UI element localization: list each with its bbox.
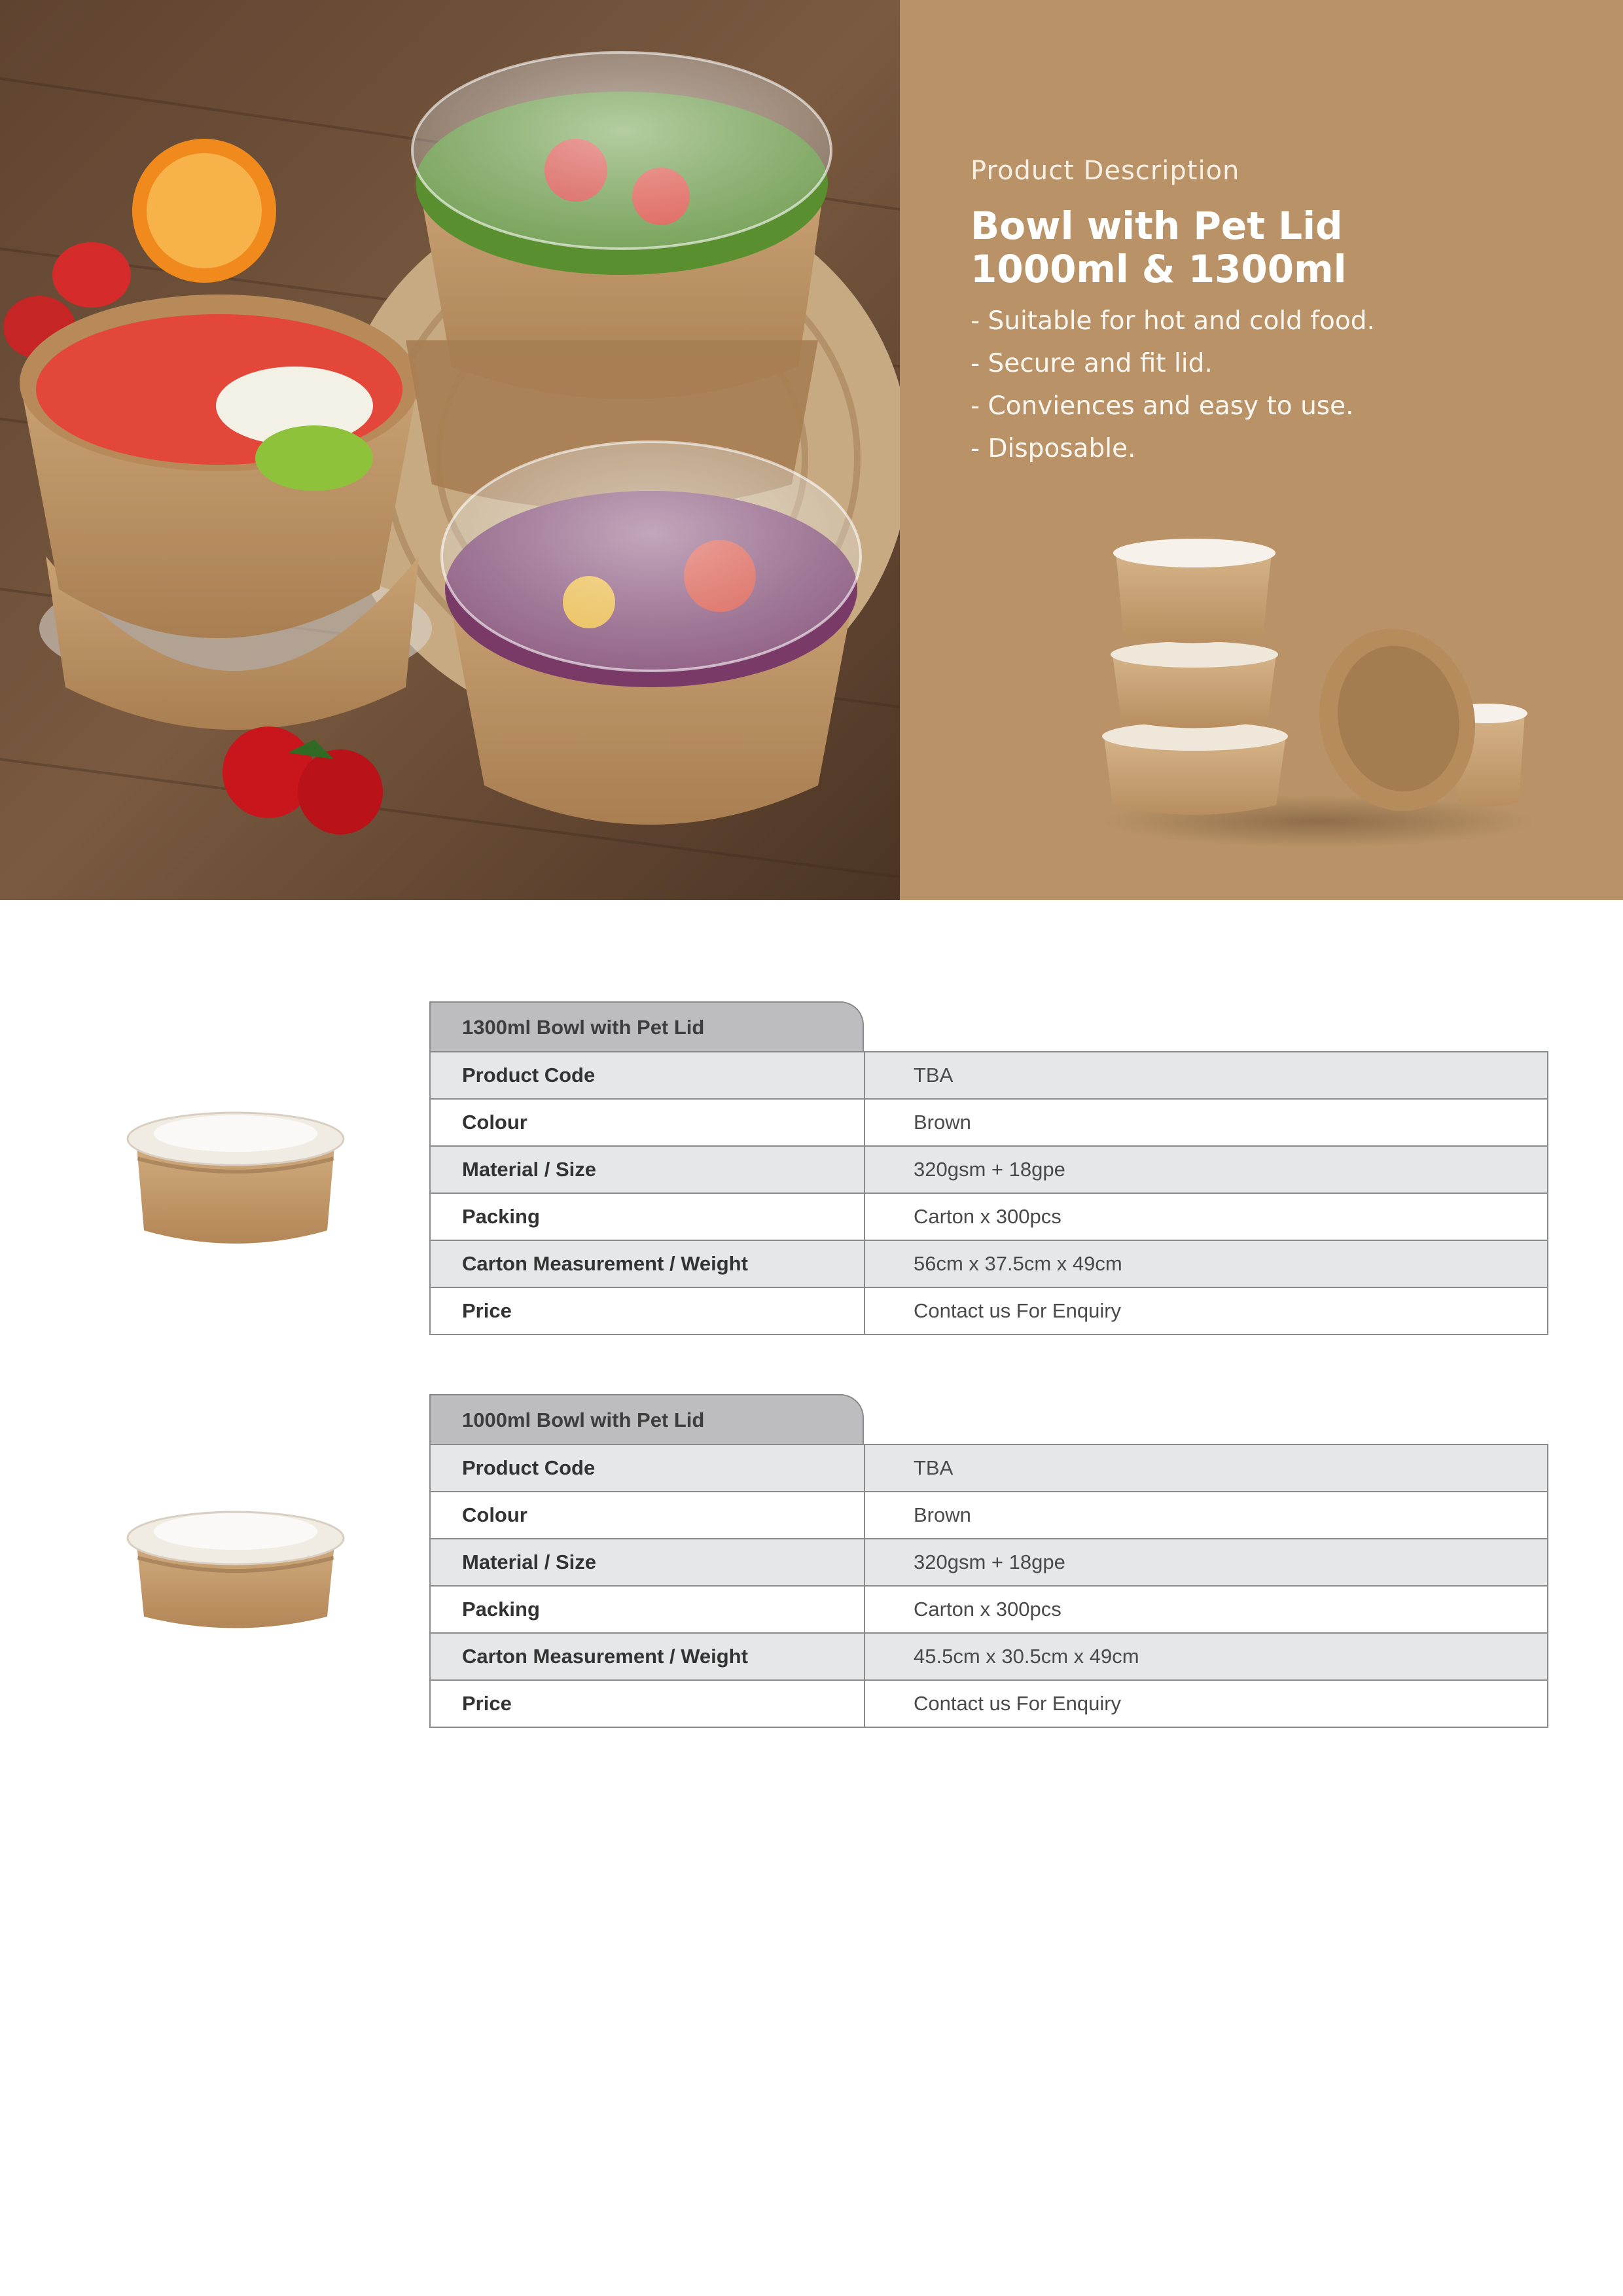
feature-list (971, 300, 1375, 470)
row-value: TBA (865, 1052, 1548, 1099)
feature-item: - Secure and fit lid. (971, 349, 1213, 378)
product-title-line1: Bowl with Pet Lid (971, 204, 1343, 248)
row-label: Price (430, 1680, 865, 1727)
salad-bowls-photo (0, 0, 900, 900)
table-row (430, 1539, 1548, 1586)
spec-table-1000ml (429, 1394, 1548, 1728)
table-row (430, 1146, 1548, 1193)
row-value: 56cm x 37.5cm x 49cm (865, 1240, 1548, 1287)
row-label: Carton Measurement / Weight (430, 1240, 865, 1287)
product-description-panel (900, 0, 1623, 900)
row-value: Contact us For Enquiry (865, 1680, 1548, 1727)
bowl-1000ml-thumbnail (118, 1479, 353, 1656)
row-value: Carton x 300pcs (865, 1193, 1548, 1240)
row-label: Packing (430, 1193, 865, 1240)
row-label: Price (430, 1287, 865, 1335)
spec-table (429, 1051, 1548, 1335)
spec-table-heading-text: 1300ml Bowl with Pet Lid (462, 1016, 705, 1039)
row-value: 320gsm + 18gpe (865, 1539, 1548, 1586)
row-value: Carton x 300pcs (865, 1586, 1548, 1633)
row-label: Packing (430, 1586, 865, 1633)
table-row (430, 1193, 1548, 1240)
spec-table (429, 1444, 1548, 1728)
hero-section (0, 0, 1623, 900)
table-row (430, 1099, 1548, 1146)
row-label: Colour (430, 1099, 865, 1146)
row-value: TBA (865, 1444, 1548, 1492)
table-row (430, 1287, 1548, 1335)
feature-item: - Disposable. (971, 434, 1136, 463)
row-value: Brown (865, 1492, 1548, 1539)
table-row (430, 1492, 1548, 1539)
row-label: Colour (430, 1492, 865, 1539)
row-label: Material / Size (430, 1146, 865, 1193)
row-label: Product Code (430, 1052, 865, 1099)
table-row (430, 1633, 1548, 1680)
row-value: 320gsm + 18gpe (865, 1146, 1548, 1193)
product-title-line2: 1000ml & 1300ml (971, 247, 1347, 291)
bowl-1300ml-thumbnail (118, 1086, 353, 1263)
row-value: Brown (865, 1099, 1548, 1146)
row-label: Product Code (430, 1444, 865, 1492)
spec-table-1300ml (429, 1001, 1548, 1335)
section-label: Product Description (971, 156, 1240, 186)
feature-item: - Conviences and easy to use. (971, 391, 1354, 421)
table-row (430, 1052, 1548, 1099)
table-row (430, 1240, 1548, 1287)
product-title (971, 204, 1560, 291)
spec-table-heading (429, 1001, 864, 1051)
row-value: 45.5cm x 30.5cm x 49cm (865, 1633, 1548, 1680)
stacked-bowls-image (1096, 524, 1541, 851)
table-row (430, 1680, 1548, 1727)
feature-item: - Suitable for hot and cold food. (971, 306, 1375, 336)
table-row (430, 1444, 1548, 1492)
row-label: Carton Measurement / Weight (430, 1633, 865, 1680)
row-label: Material / Size (430, 1539, 865, 1586)
spec-table-heading (429, 1394, 864, 1444)
hero-product-photo (0, 0, 900, 900)
table-row (430, 1586, 1548, 1633)
row-value: Contact us For Enquiry (865, 1287, 1548, 1335)
spec-table-heading-text: 1000ml Bowl with Pet Lid (462, 1408, 705, 1431)
